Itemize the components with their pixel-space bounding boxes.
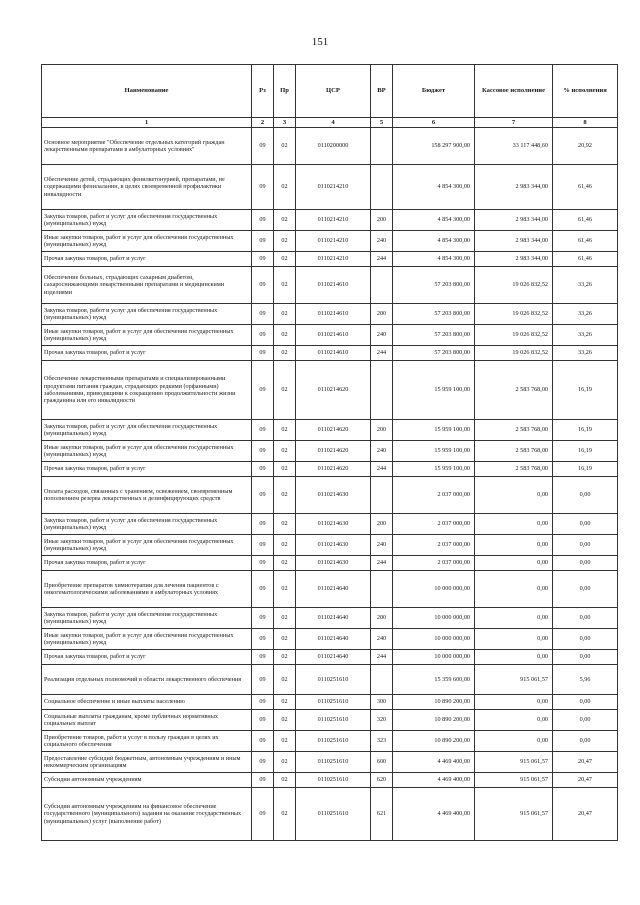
- row-execution-percent: 0,00: [553, 710, 618, 731]
- row-vr: 240: [371, 629, 393, 650]
- column-number-row: [42, 118, 618, 128]
- row-rz: 09: [252, 304, 274, 325]
- row-cash-execution: 19 026 832,52: [475, 304, 553, 325]
- row-cash-execution: 2 983 344,00: [475, 231, 553, 252]
- row-budget: 10 000 000,00: [393, 571, 475, 608]
- row-name: Реализация отдельных полномочий в области лекарственного обеспечения: [42, 665, 252, 695]
- row-cash-execution: 2 583 768,00: [475, 361, 553, 420]
- row-name: Прочая закупка товаров, работ и услуг: [42, 650, 252, 665]
- row-pr: 02: [274, 788, 296, 841]
- row-pr: 02: [274, 325, 296, 346]
- row-execution-percent: 33,26: [553, 346, 618, 361]
- row-execution-percent: 5,96: [553, 665, 618, 695]
- row-name: Прочая закупка товаров, работ и услуг: [42, 346, 252, 361]
- row-pr: 02: [274, 650, 296, 665]
- row-csr: 0110214630: [296, 477, 371, 514]
- row-pr: 02: [274, 710, 296, 731]
- table-row: [42, 773, 618, 788]
- row-csr: 0110214640: [296, 608, 371, 629]
- row-csr: 0110214630: [296, 535, 371, 556]
- row-execution-percent: 16,19: [553, 441, 618, 462]
- row-vr: [371, 571, 393, 608]
- row-rz: 09: [252, 346, 274, 361]
- row-cash-execution: 915 061,57: [475, 752, 553, 773]
- row-csr: 0110214620: [296, 462, 371, 477]
- row-name: Иные закупки товаров, работ и услуг для обеспечения государственных (муниципальных) нужд: [42, 325, 252, 346]
- table-row: [42, 441, 618, 462]
- row-budget: 15 959 100,00: [393, 361, 475, 420]
- row-vr: 240: [371, 231, 393, 252]
- row-rz: 09: [252, 462, 274, 477]
- row-pr: 02: [274, 267, 296, 304]
- row-pr: 02: [274, 773, 296, 788]
- row-rz: 09: [252, 695, 274, 710]
- row-execution-percent: 0,00: [553, 477, 618, 514]
- row-cash-execution: 0,00: [475, 571, 553, 608]
- row-cash-execution: 2 983 344,00: [475, 252, 553, 267]
- row-budget: 10 890 200,00: [393, 731, 475, 752]
- row-name: Прочая закупка товаров, работ и услуг: [42, 556, 252, 571]
- header-rz: Рз: [252, 65, 274, 118]
- row-budget: 15 959 100,00: [393, 420, 475, 441]
- row-rz: 09: [252, 535, 274, 556]
- row-csr: 0110251610: [296, 731, 371, 752]
- row-vr: [371, 165, 393, 210]
- row-csr: 0110251610: [296, 695, 371, 710]
- row-rz: 09: [252, 788, 274, 841]
- table-body: [42, 128, 618, 841]
- row-name: Обеспечение лекарственными препаратами и специализированными продуктами питания граждан, страдающих редкими (орфанными) заболеваниями, приводящими к сокращению продолжительности жизни гражданина или его инвалидности: [42, 361, 252, 420]
- row-cash-execution: 2 983 344,00: [475, 210, 553, 231]
- row-name: Приобретение препаратов химиотерапии для лечения пациентов с онкогематологическими заболеваниями в амбулаторных условиях: [42, 571, 252, 608]
- row-csr: 0110251610: [296, 773, 371, 788]
- row-execution-percent: 16,19: [553, 420, 618, 441]
- row-csr: 0110214640: [296, 629, 371, 650]
- row-rz: 09: [252, 650, 274, 665]
- table-row: [42, 420, 618, 441]
- row-name: Субсидии автономным учреждениям: [42, 773, 252, 788]
- row-vr: 200: [371, 420, 393, 441]
- table-row: [42, 752, 618, 773]
- row-pr: 02: [274, 514, 296, 535]
- row-execution-percent: 0,00: [553, 695, 618, 710]
- row-budget: 4 469 400,00: [393, 773, 475, 788]
- row-pr: 02: [274, 571, 296, 608]
- row-vr: 621: [371, 788, 393, 841]
- row-csr: 0110214610: [296, 325, 371, 346]
- table-row: [42, 710, 618, 731]
- row-vr: 240: [371, 325, 393, 346]
- table-row: [42, 788, 618, 841]
- table-row: [42, 128, 618, 165]
- table-row: [42, 231, 618, 252]
- row-rz: 09: [252, 325, 274, 346]
- row-execution-percent: 0,00: [553, 556, 618, 571]
- header-vr: ВР: [371, 65, 393, 118]
- table-row: [42, 695, 618, 710]
- row-cash-execution: 915 061,57: [475, 788, 553, 841]
- table-row: [42, 346, 618, 361]
- row-cash-execution: 0,00: [475, 608, 553, 629]
- row-rz: 09: [252, 231, 274, 252]
- row-csr: 0110214620: [296, 361, 371, 420]
- row-csr: 0110214210: [296, 231, 371, 252]
- row-cash-execution: 0,00: [475, 514, 553, 535]
- row-cash-execution: 2 583 768,00: [475, 420, 553, 441]
- row-budget: 15 959 100,00: [393, 462, 475, 477]
- row-csr: 0110214620: [296, 420, 371, 441]
- row-execution-percent: 33,26: [553, 267, 618, 304]
- row-cash-execution: 19 026 832,52: [475, 267, 553, 304]
- row-execution-percent: 33,26: [553, 325, 618, 346]
- page-number: 151: [311, 36, 329, 48]
- row-cash-execution: 0,00: [475, 477, 553, 514]
- row-pr: 02: [274, 441, 296, 462]
- row-csr: 0110214640: [296, 650, 371, 665]
- row-name: Закупка товаров, работ и услуг для обеспечения государственных (муниципальных) нужд: [42, 420, 252, 441]
- row-cash-execution: 2 983 344,00: [475, 165, 553, 210]
- row-rz: 09: [252, 629, 274, 650]
- budget-execution-table: [41, 64, 618, 841]
- column-number: 1: [42, 118, 252, 128]
- row-cash-execution: 19 026 832,52: [475, 346, 553, 361]
- row-name: Прочая закупка товаров, работ и услуг: [42, 252, 252, 267]
- row-budget: 57 203 800,00: [393, 325, 475, 346]
- row-budget: 4 469 400,00: [393, 752, 475, 773]
- row-pr: 02: [274, 629, 296, 650]
- row-name: Оплата расходов, связанных с хранением, освежением, своевременным пополнением резерва лекарственных и дезинфицирующих средств: [42, 477, 252, 514]
- row-rz: 09: [252, 773, 274, 788]
- row-csr: 0110214210: [296, 210, 371, 231]
- row-csr: 0110200000: [296, 128, 371, 165]
- row-pr: 02: [274, 231, 296, 252]
- row-budget: 2 037 000,00: [393, 556, 475, 571]
- row-cash-execution: 33 117 448,60: [475, 128, 553, 165]
- row-execution-percent: 0,00: [553, 571, 618, 608]
- row-budget: 57 203 800,00: [393, 267, 475, 304]
- table-row: [42, 304, 618, 325]
- row-vr: 200: [371, 514, 393, 535]
- row-name: Закупка товаров, работ и услуг для обеспечения государственных (муниципальных) нужд: [42, 514, 252, 535]
- header-cash-execution: Кассовое исполнение: [475, 65, 553, 118]
- row-rz: 09: [252, 571, 274, 608]
- row-pr: 02: [274, 165, 296, 210]
- table-row: [42, 556, 618, 571]
- row-cash-execution: 0,00: [475, 710, 553, 731]
- row-vr: 244: [371, 462, 393, 477]
- row-execution-percent: 61,46: [553, 231, 618, 252]
- row-csr: 0110251610: [296, 665, 371, 695]
- table-row: [42, 361, 618, 420]
- row-rz: 09: [252, 752, 274, 773]
- row-pr: 02: [274, 210, 296, 231]
- row-vr: 240: [371, 535, 393, 556]
- row-name: Обеспечение детей, страдающих фенилкетонурией, препаратами, не содержащими фенилаланин, в целях своевременной профилактики инвалидности: [42, 165, 252, 210]
- table-row: [42, 325, 618, 346]
- row-vr: 200: [371, 608, 393, 629]
- row-execution-percent: 20,47: [553, 773, 618, 788]
- row-vr: 200: [371, 304, 393, 325]
- row-cash-execution: 915 061,57: [475, 665, 553, 695]
- column-number: 8: [553, 118, 618, 128]
- row-vr: [371, 477, 393, 514]
- row-rz: 09: [252, 710, 274, 731]
- row-rz: 09: [252, 267, 274, 304]
- row-name: Закупка товаров, работ и услуг для обеспечения государственных (муниципальных) нужд: [42, 210, 252, 231]
- table-row: [42, 650, 618, 665]
- row-name: Прочая закупка товаров, работ и услуг: [42, 462, 252, 477]
- row-name: Субсидии автономным учреждениям на финансовое обеспечение государственного (муниципального) задания на оказание государственных (муниципальных) услуг (выполнение работ): [42, 788, 252, 841]
- column-number: 6: [393, 118, 475, 128]
- header-execution-percent: % исполнения: [553, 65, 618, 118]
- row-execution-percent: 61,46: [553, 210, 618, 231]
- row-name: Закупка товаров, работ и услуг для обеспечения государственных (муниципальных) нужд: [42, 304, 252, 325]
- column-number: 3: [274, 118, 296, 128]
- row-name: Закупка товаров, работ и услуг для обеспечения государственных (муниципальных) нужд: [42, 608, 252, 629]
- row-csr: 0110214630: [296, 514, 371, 535]
- row-name: Основное мероприятие "Обеспечение отдельных категорий граждан лекарственными препаратами в амбулаторных условиях": [42, 128, 252, 165]
- row-pr: 02: [274, 346, 296, 361]
- row-vr: [371, 361, 393, 420]
- row-budget: 10 890 200,00: [393, 695, 475, 710]
- row-csr: 0110214610: [296, 267, 371, 304]
- table-row: [42, 514, 618, 535]
- row-pr: 02: [274, 535, 296, 556]
- row-rz: 09: [252, 477, 274, 514]
- row-pr: 02: [274, 128, 296, 165]
- column-number: 4: [296, 118, 371, 128]
- row-csr: 0110214610: [296, 346, 371, 361]
- row-execution-percent: 16,19: [553, 361, 618, 420]
- header-budget: Бюджет: [393, 65, 475, 118]
- row-csr: 0110251610: [296, 710, 371, 731]
- row-budget: 2 037 000,00: [393, 477, 475, 514]
- row-budget: 4 854 300,00: [393, 231, 475, 252]
- table-row: [42, 629, 618, 650]
- row-csr: 0110214620: [296, 441, 371, 462]
- row-rz: 09: [252, 128, 274, 165]
- row-budget: 4 469 400,00: [393, 788, 475, 841]
- table-row: [42, 267, 618, 304]
- row-budget: 10 000 000,00: [393, 650, 475, 665]
- row-vr: 240: [371, 441, 393, 462]
- row-cash-execution: 915 061,57: [475, 773, 553, 788]
- row-pr: 02: [274, 731, 296, 752]
- row-cash-execution: 0,00: [475, 556, 553, 571]
- row-pr: 02: [274, 252, 296, 267]
- row-name: Иные закупки товаров, работ и услуг для обеспечения государственных (муниципальных) нужд: [42, 535, 252, 556]
- table-row: [42, 608, 618, 629]
- row-vr: 620: [371, 773, 393, 788]
- row-pr: 02: [274, 608, 296, 629]
- header-pr: Пр: [274, 65, 296, 118]
- row-budget: 2 037 000,00: [393, 514, 475, 535]
- table-row: [42, 665, 618, 695]
- row-name: Социальное обеспечение и иные выплаты населению: [42, 695, 252, 710]
- table-row: [42, 535, 618, 556]
- header-csr: ЦСР: [296, 65, 371, 118]
- row-budget: 10 000 000,00: [393, 608, 475, 629]
- row-execution-percent: 20,92: [553, 128, 618, 165]
- row-vr: 300: [371, 695, 393, 710]
- row-execution-percent: 61,46: [553, 252, 618, 267]
- row-vr: 200: [371, 210, 393, 231]
- row-execution-percent: 0,00: [553, 514, 618, 535]
- row-budget: 4 854 300,00: [393, 252, 475, 267]
- row-csr: 0110214210: [296, 252, 371, 267]
- row-budget: 158 297 900,00: [393, 128, 475, 165]
- row-pr: 02: [274, 420, 296, 441]
- row-pr: 02: [274, 477, 296, 514]
- row-name: Обеспечение больных, страдающих сахарным диабетом, сахароснижающими лекарственными препаратами и медицинскими изделиями: [42, 267, 252, 304]
- row-vr: 600: [371, 752, 393, 773]
- row-name: Предоставление субсидий бюджетным, автономным учреждениям и иным некоммерческим организациям: [42, 752, 252, 773]
- row-execution-percent: 0,00: [553, 731, 618, 752]
- row-csr: 0110251610: [296, 788, 371, 841]
- column-number: 2: [252, 118, 274, 128]
- row-pr: 02: [274, 752, 296, 773]
- row-rz: 09: [252, 210, 274, 231]
- row-execution-percent: 20,47: [553, 752, 618, 773]
- table-row: [42, 571, 618, 608]
- row-cash-execution: 2 583 768,00: [475, 462, 553, 477]
- row-vr: 244: [371, 650, 393, 665]
- row-budget: 15 959 100,00: [393, 441, 475, 462]
- row-rz: 09: [252, 556, 274, 571]
- table-row: [42, 477, 618, 514]
- row-cash-execution: 0,00: [475, 629, 553, 650]
- row-rz: 09: [252, 731, 274, 752]
- column-number: 7: [475, 118, 553, 128]
- row-budget: 4 854 300,00: [393, 210, 475, 231]
- row-vr: 323: [371, 731, 393, 752]
- row-name: Приобретение товаров, работ и услуг в пользу граждан в целях их социального обеспечения: [42, 731, 252, 752]
- row-cash-execution: 0,00: [475, 695, 553, 710]
- row-name: Иные закупки товаров, работ и услуг для обеспечения государственных (муниципальных) нужд: [42, 231, 252, 252]
- row-budget: 57 203 800,00: [393, 304, 475, 325]
- row-csr: 0110214610: [296, 304, 371, 325]
- row-rz: 09: [252, 441, 274, 462]
- row-budget: 57 203 800,00: [393, 346, 475, 361]
- row-execution-percent: 16,19: [553, 462, 618, 477]
- row-csr: 0110214640: [296, 571, 371, 608]
- row-execution-percent: 0,00: [553, 650, 618, 665]
- row-rz: 09: [252, 252, 274, 267]
- header-name: Наименование: [42, 65, 252, 118]
- row-budget: 4 854 300,00: [393, 165, 475, 210]
- row-cash-execution: 2 583 768,00: [475, 441, 553, 462]
- row-rz: 09: [252, 665, 274, 695]
- row-rz: 09: [252, 514, 274, 535]
- row-vr: 244: [371, 346, 393, 361]
- row-vr: [371, 267, 393, 304]
- row-csr: 0110214210: [296, 165, 371, 210]
- row-name: Иные закупки товаров, работ и услуг для обеспечения государственных (муниципальных) нужд: [42, 441, 252, 462]
- table-row: [42, 731, 618, 752]
- row-vr: 320: [371, 710, 393, 731]
- row-execution-percent: 0,00: [553, 629, 618, 650]
- row-pr: 02: [274, 665, 296, 695]
- row-budget: 2 037 000,00: [393, 535, 475, 556]
- row-vr: [371, 128, 393, 165]
- row-rz: 09: [252, 420, 274, 441]
- column-number: 5: [371, 118, 393, 128]
- row-pr: 02: [274, 695, 296, 710]
- row-pr: 02: [274, 556, 296, 571]
- row-name: Иные закупки товаров, работ и услуг для обеспечения государственных (муниципальных) нужд: [42, 629, 252, 650]
- row-vr: [371, 665, 393, 695]
- row-budget: 15 359 600,00: [393, 665, 475, 695]
- row-rz: 09: [252, 608, 274, 629]
- row-execution-percent: 61,46: [553, 165, 618, 210]
- table-row: [42, 462, 618, 477]
- row-cash-execution: 0,00: [475, 731, 553, 752]
- row-vr: 244: [371, 252, 393, 267]
- row-execution-percent: 0,00: [553, 535, 618, 556]
- row-csr: 0110251610: [296, 752, 371, 773]
- row-rz: 09: [252, 361, 274, 420]
- row-csr: 0110214630: [296, 556, 371, 571]
- table-row: [42, 210, 618, 231]
- row-cash-execution: 0,00: [475, 650, 553, 665]
- row-cash-execution: 0,00: [475, 535, 553, 556]
- row-pr: 02: [274, 361, 296, 420]
- row-execution-percent: 33,26: [553, 304, 618, 325]
- row-pr: 02: [274, 304, 296, 325]
- row-execution-percent: 20,47: [553, 788, 618, 841]
- table-row: [42, 252, 618, 267]
- row-pr: 02: [274, 462, 296, 477]
- row-vr: 244: [371, 556, 393, 571]
- header-row: [42, 65, 618, 118]
- row-budget: 10 000 000,00: [393, 629, 475, 650]
- row-rz: 09: [252, 165, 274, 210]
- row-name: Социальные выплаты гражданам, кроме публичных нормативных социальных выплат: [42, 710, 252, 731]
- table-row: [42, 165, 618, 210]
- row-execution-percent: 0,00: [553, 608, 618, 629]
- row-budget: 10 890 200,00: [393, 710, 475, 731]
- row-cash-execution: 19 026 832,52: [475, 325, 553, 346]
